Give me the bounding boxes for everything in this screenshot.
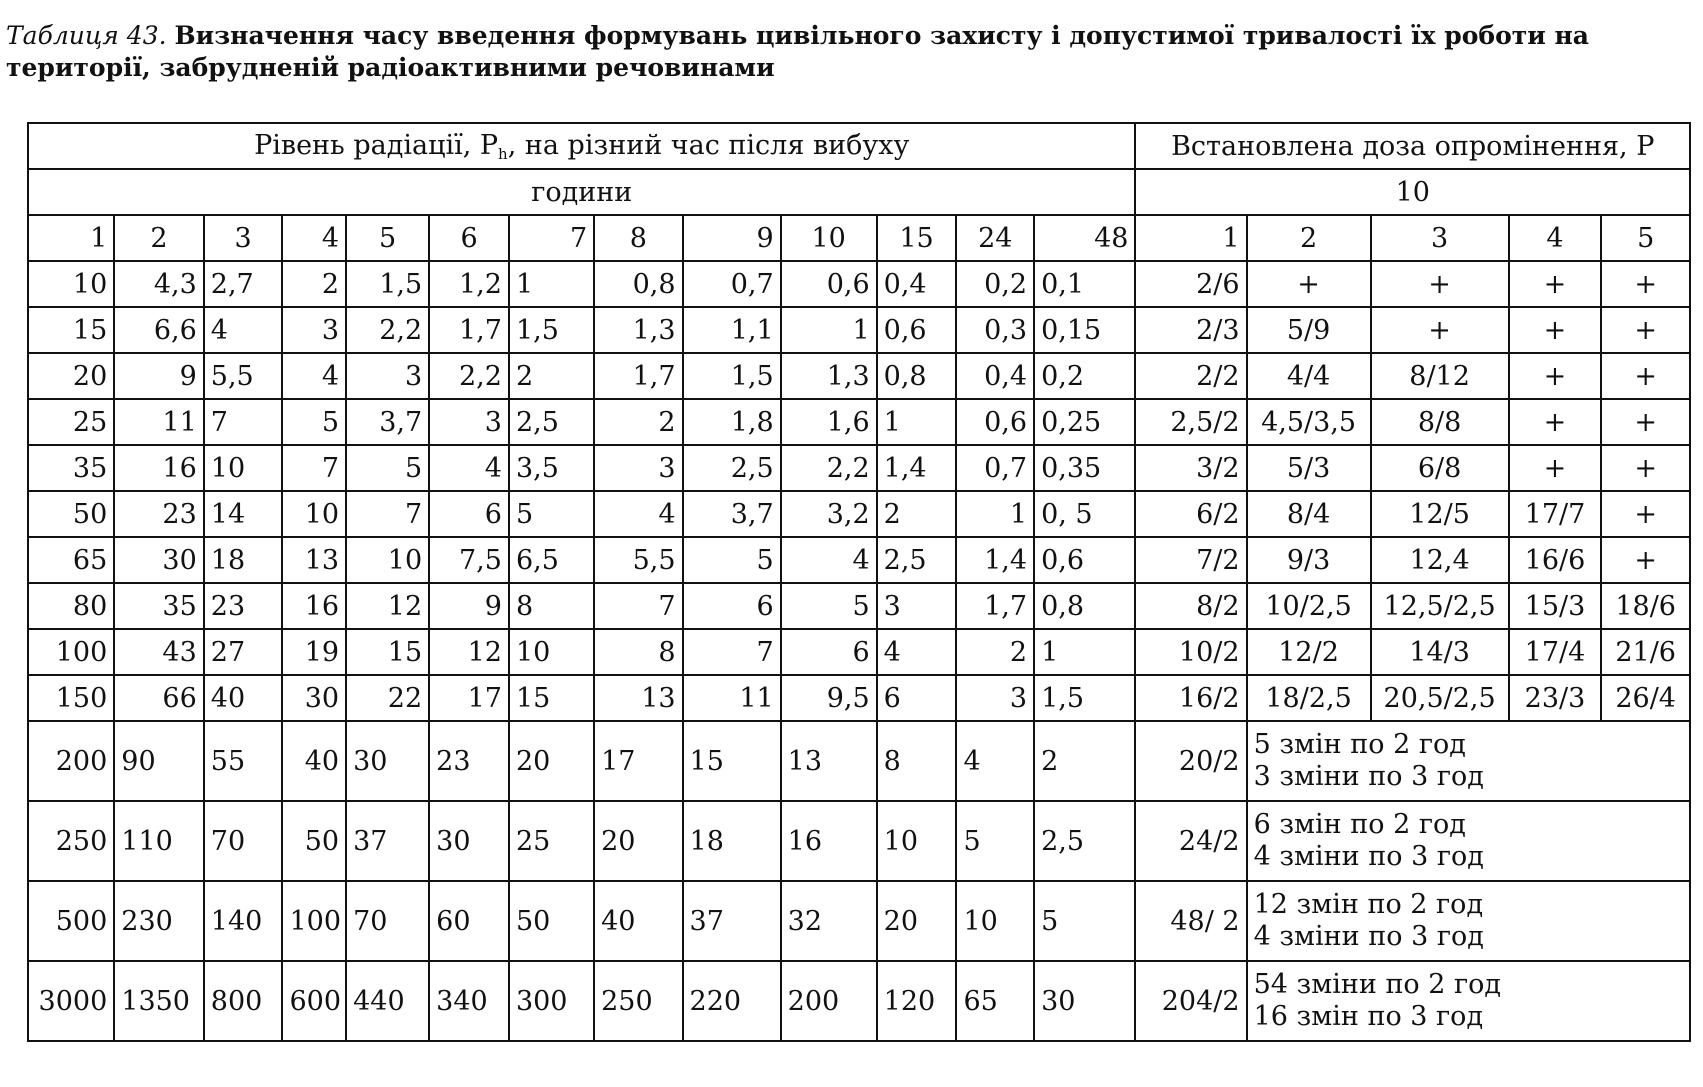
level-cell: 20 — [594, 801, 682, 881]
level-cell: 5 — [956, 801, 1034, 881]
table-row — [28, 353, 1690, 399]
table-row — [28, 961, 1690, 1041]
level-cell: 7,5 — [429, 537, 509, 583]
dose-column-header: 4 — [1509, 215, 1602, 261]
table-row — [28, 629, 1690, 675]
level-cell: 37 — [683, 881, 781, 961]
dose-cell: 12,5/2,5 — [1371, 583, 1509, 629]
shift-note — [1247, 801, 1690, 881]
level-cell: 10 — [877, 801, 957, 881]
header-row-units — [28, 169, 1690, 215]
level-cell: 7 — [282, 445, 346, 491]
level-cell: 2 — [594, 399, 682, 445]
level-cell: 0,8 — [1034, 583, 1135, 629]
level-cell: 4,3 — [114, 261, 204, 307]
level-cell: 22 — [346, 675, 429, 721]
level-cell: 43 — [114, 629, 204, 675]
table-row — [28, 881, 1690, 961]
level-cell: 30 — [1034, 961, 1135, 1041]
level-cell: 16 — [114, 445, 204, 491]
dose-cell: + — [1601, 399, 1690, 445]
level-cell: 35 — [28, 445, 114, 491]
shift-note-line: 12 змін по 2 год — [1253, 889, 1484, 920]
level-cell: 0,25 — [1034, 399, 1135, 445]
level-cell: 0,15 — [1034, 307, 1135, 353]
level-cell: 250 — [594, 961, 682, 1041]
level-cell: 13 — [594, 675, 682, 721]
hour-column-header: 48 — [1034, 215, 1135, 261]
level-cell: 300 — [509, 961, 594, 1041]
level-cell: 25 — [28, 399, 114, 445]
level-cell: 11 — [683, 675, 781, 721]
level-cell: 0,7 — [683, 261, 781, 307]
level-cell: 1 — [877, 399, 957, 445]
level-cell: 0,2 — [1034, 353, 1135, 399]
level-cell: 5,5 — [204, 353, 283, 399]
level-cell: 0,8 — [594, 261, 682, 307]
level-cell: 1350 — [114, 961, 204, 1041]
level-cell: 600 — [282, 961, 346, 1041]
dose-cell: 23/3 — [1509, 675, 1602, 721]
level-cell: 40 — [282, 721, 346, 801]
level-cell: 27 — [204, 629, 283, 675]
level-cell: 15 — [28, 307, 114, 353]
level-cell: 4 — [594, 491, 682, 537]
dose-cell: 20/2 — [1135, 721, 1246, 801]
dose-cell: 10/2,5 — [1247, 583, 1371, 629]
dose-cell: 12,4 — [1371, 537, 1509, 583]
level-cell: 0,6 — [877, 307, 957, 353]
dose-cell: + — [1509, 307, 1602, 353]
level-cell: 1,3 — [781, 353, 877, 399]
level-cell: 340 — [429, 961, 509, 1041]
level-cell: 1,3 — [594, 307, 682, 353]
level-cell: 16 — [781, 801, 877, 881]
level-cell: 4 — [781, 537, 877, 583]
level-cell: 0,6 — [1034, 537, 1135, 583]
table-row — [28, 261, 1690, 307]
shift-note-line: 54 зміни по 2 год — [1253, 969, 1502, 1000]
level-cell: 500 — [28, 881, 114, 961]
dose-cell: 5/9 — [1247, 307, 1371, 353]
table-caption — [6, 20, 1696, 84]
level-cell: 9,5 — [781, 675, 877, 721]
level-cell: 1,6 — [781, 399, 877, 445]
level-cell: 50 — [509, 881, 594, 961]
level-cell: 0,35 — [1034, 445, 1135, 491]
hour-column-header: 8 — [594, 215, 682, 261]
dose-cell: + — [1509, 353, 1602, 399]
dose-cell: 2/2 — [1135, 353, 1246, 399]
dose-cell: 16/2 — [1135, 675, 1246, 721]
level-cell: 20 — [877, 881, 957, 961]
level-cell: 2,7 — [204, 261, 283, 307]
level-cell: 7 — [594, 583, 682, 629]
hour-column-header: 10 — [781, 215, 877, 261]
radiation-level-header: Рівень радіації, $P_h$, на різний час після вибуху — [28, 123, 1135, 169]
level-cell: 37 — [346, 801, 429, 881]
level-cell: 2,5 — [509, 399, 594, 445]
dose-column-header: 1 — [1135, 215, 1246, 261]
dose-cell: 12/2 — [1247, 629, 1371, 675]
level-cell: 4 — [282, 353, 346, 399]
dose-cell: 15/3 — [1509, 583, 1602, 629]
table-row — [28, 721, 1690, 801]
table-row — [28, 537, 1690, 583]
dose-column-header: 5 — [1601, 215, 1690, 261]
dose-cell: 24/2 — [1135, 801, 1246, 881]
hour-column-header: 6 — [429, 215, 509, 261]
caption-number: Таблиця 43. — [6, 21, 167, 50]
level-cell: 100 — [28, 629, 114, 675]
shift-note-line: 3 зміни по 3 год — [1253, 761, 1484, 792]
dose-cell: 204/2 — [1135, 961, 1246, 1041]
dose-cell: 9/3 — [1247, 537, 1371, 583]
level-cell: 0,6 — [956, 399, 1034, 445]
dose-cell: 18/6 — [1601, 583, 1690, 629]
level-cell: 20 — [28, 353, 114, 399]
level-cell: 80 — [28, 583, 114, 629]
level-cell: 2,5 — [877, 537, 957, 583]
level-cell: 11 — [114, 399, 204, 445]
level-cell: 3,7 — [346, 399, 429, 445]
level-cell: 6,6 — [114, 307, 204, 353]
level-cell: 2 — [282, 261, 346, 307]
level-cell: 16 — [282, 583, 346, 629]
level-cell: 18 — [683, 801, 781, 881]
level-cell: 0,6 — [781, 261, 877, 307]
dose-value: 10 — [1135, 169, 1690, 215]
level-cell: 2,2 — [429, 353, 509, 399]
level-cell: 0,4 — [877, 261, 957, 307]
level-cell: 250 — [28, 801, 114, 881]
level-cell: 4 — [956, 721, 1034, 801]
level-cell: 3 — [282, 307, 346, 353]
level-cell: 2,2 — [346, 307, 429, 353]
level-cell: 1 — [509, 261, 594, 307]
level-cell: 30 — [346, 721, 429, 801]
dose-cell: 6/2 — [1135, 491, 1246, 537]
dose-column-header: 3 — [1371, 215, 1509, 261]
dose-cell: 8/12 — [1371, 353, 1509, 399]
level-cell: 15 — [346, 629, 429, 675]
hour-column-header: 5 — [346, 215, 429, 261]
level-cell: 3000 — [28, 961, 114, 1041]
dose-cell: 7/2 — [1135, 537, 1246, 583]
hour-column-header: 15 — [877, 215, 957, 261]
level-cell: 15 — [683, 721, 781, 801]
level-cell: 1,7 — [956, 583, 1034, 629]
dose-header: Встановлена доза опромінення, Р — [1135, 123, 1690, 169]
level-cell: 110 — [114, 801, 204, 881]
level-cell: 14 — [204, 491, 283, 537]
level-cell: 17 — [594, 721, 682, 801]
level-cell: 17 — [429, 675, 509, 721]
level-cell: 20 — [509, 721, 594, 801]
dose-cell: 17/4 — [1509, 629, 1602, 675]
level-cell: 3,5 — [509, 445, 594, 491]
level-cell: 19 — [282, 629, 346, 675]
level-cell: 10 — [509, 629, 594, 675]
level-cell: 0,3 — [956, 307, 1034, 353]
level-cell: 15 — [509, 675, 594, 721]
level-cell: 23 — [429, 721, 509, 801]
level-cell: 65 — [28, 537, 114, 583]
level-cell: 2,5 — [1034, 801, 1135, 881]
hour-column-header: 24 — [956, 215, 1034, 261]
dose-cell: + — [1247, 261, 1371, 307]
level-cell: 23 — [114, 491, 204, 537]
dose-cell: 2,5/2 — [1135, 399, 1246, 445]
dose-cell: 6/8 — [1371, 445, 1509, 491]
level-cell: 220 — [683, 961, 781, 1041]
dose-cell: + — [1371, 261, 1509, 307]
level-cell: 10 — [346, 537, 429, 583]
level-cell: 30 — [114, 537, 204, 583]
level-cell: 90 — [114, 721, 204, 801]
level-cell: 0,2 — [956, 261, 1034, 307]
level-cell: 6 — [683, 583, 781, 629]
dose-cell: + — [1601, 353, 1690, 399]
level-cell: 50 — [28, 491, 114, 537]
level-cell: 30 — [429, 801, 509, 881]
caption-title: Визначення часу введення формувань цивільного захисту і допустимої тривалості їх роботи на території, забрудненій радіоактивними речовинами — [6, 21, 1589, 82]
dose-cell: + — [1371, 307, 1509, 353]
level-cell: 50 — [282, 801, 346, 881]
level-cell: 6 — [429, 491, 509, 537]
dose-cell: 5/3 — [1247, 445, 1371, 491]
level-cell: 70 — [346, 881, 429, 961]
level-cell: 32 — [781, 881, 877, 961]
dose-cell: 16/6 — [1509, 537, 1602, 583]
level-cell: 5 — [509, 491, 594, 537]
dose-cell: + — [1601, 445, 1690, 491]
level-cell: 9 — [114, 353, 204, 399]
level-cell: 13 — [282, 537, 346, 583]
level-cell: 1 — [781, 307, 877, 353]
level-cell: 8 — [877, 721, 957, 801]
dose-cell: + — [1509, 261, 1602, 307]
shift-note-line: 6 змін по 2 год — [1253, 809, 1466, 840]
level-cell: 0,8 — [877, 353, 957, 399]
level-cell: 5 — [781, 583, 877, 629]
level-cell: 2,5 — [683, 445, 781, 491]
level-cell: 150 — [28, 675, 114, 721]
shift-note — [1247, 961, 1690, 1041]
header-row-titles — [28, 123, 1690, 169]
dose-cell: 8/4 — [1247, 491, 1371, 537]
level-cell: 0,4 — [956, 353, 1034, 399]
level-cell: 3 — [877, 583, 957, 629]
dose-cell: + — [1601, 491, 1690, 537]
level-cell: 40 — [204, 675, 283, 721]
level-cell: 40 — [594, 881, 682, 961]
level-cell: 70 — [204, 801, 283, 881]
dose-cell: 8/8 — [1371, 399, 1509, 445]
level-cell: 1,4 — [956, 537, 1034, 583]
level-cell: 7 — [683, 629, 781, 675]
level-cell: 1,7 — [429, 307, 509, 353]
level-cell: 3,2 — [781, 491, 877, 537]
level-cell: 1,7 — [594, 353, 682, 399]
level-cell: 12 — [429, 629, 509, 675]
level-cell: 2 — [1034, 721, 1135, 801]
level-cell: 1 — [956, 491, 1034, 537]
level-cell: 10 — [28, 261, 114, 307]
level-cell: 100 — [282, 881, 346, 961]
level-cell: 1,5 — [346, 261, 429, 307]
hour-column-header: 7 — [509, 215, 594, 261]
dose-cell: 14/3 — [1371, 629, 1509, 675]
level-cell: 1 — [1034, 629, 1135, 675]
level-cell: 9 — [429, 583, 509, 629]
level-cell: 7 — [346, 491, 429, 537]
dose-cell: + — [1601, 307, 1690, 353]
level-cell: 13 — [781, 721, 877, 801]
level-cell: 800 — [204, 961, 283, 1041]
level-cell: 3 — [956, 675, 1034, 721]
dose-cell: 17/7 — [1509, 491, 1602, 537]
level-cell: 35 — [114, 583, 204, 629]
level-cell: 55 — [204, 721, 283, 801]
level-cell: 2 — [509, 353, 594, 399]
dose-cell: 2/3 — [1135, 307, 1246, 353]
hour-column-header: 4 — [282, 215, 346, 261]
level-cell: 5 — [1034, 881, 1135, 961]
dose-cell: 8/2 — [1135, 583, 1246, 629]
dose-cell: + — [1509, 445, 1602, 491]
level-cell: 1,5 — [1034, 675, 1135, 721]
level-cell: 1,2 — [429, 261, 509, 307]
level-cell: 140 — [204, 881, 283, 961]
level-cell: 23 — [204, 583, 283, 629]
shift-note — [1247, 721, 1690, 801]
level-cell: 2 — [956, 629, 1034, 675]
level-cell: 60 — [429, 881, 509, 961]
dose-cell: 26/4 — [1601, 675, 1690, 721]
level-cell: 6 — [877, 675, 957, 721]
header-row-columns — [28, 215, 1690, 261]
level-cell: 1,1 — [683, 307, 781, 353]
dose-cell: 4,5/3,5 — [1247, 399, 1371, 445]
table-row — [28, 445, 1690, 491]
level-cell: 200 — [28, 721, 114, 801]
level-cell: 1,5 — [509, 307, 594, 353]
dose-cell: 21/6 — [1601, 629, 1690, 675]
dose-cell: 20,5/2,5 — [1371, 675, 1509, 721]
level-cell: 6,5 — [509, 537, 594, 583]
level-cell: 120 — [877, 961, 957, 1041]
radiation-table — [27, 122, 1691, 1042]
shift-note-line: 16 змін по 3 год — [1253, 1001, 1484, 1032]
level-cell: 230 — [114, 881, 204, 961]
dose-cell: + — [1601, 261, 1690, 307]
level-cell: 3 — [346, 353, 429, 399]
level-cell: 5 — [346, 445, 429, 491]
level-cell: 66 — [114, 675, 204, 721]
dose-cell: 4/4 — [1247, 353, 1371, 399]
level-cell: 3 — [594, 445, 682, 491]
level-cell: 25 — [509, 801, 594, 881]
level-cell: 200 — [781, 961, 877, 1041]
level-cell: 2 — [877, 491, 957, 537]
level-cell: 12 — [346, 583, 429, 629]
level-cell: 4 — [429, 445, 509, 491]
level-cell: 10 — [282, 491, 346, 537]
level-cell: 2,2 — [781, 445, 877, 491]
hour-column-header: 2 — [114, 215, 204, 261]
level-cell: 5 — [282, 399, 346, 445]
level-cell: 1,5 — [683, 353, 781, 399]
hour-column-header: 1 — [28, 215, 114, 261]
level-cell: 7 — [204, 399, 283, 445]
level-cell: 10 — [204, 445, 283, 491]
level-cell: 440 — [346, 961, 429, 1041]
table-row — [28, 583, 1690, 629]
dose-cell: 2/6 — [1135, 261, 1246, 307]
level-cell: 4 — [877, 629, 957, 675]
level-cell: 8 — [509, 583, 594, 629]
dose-cell: + — [1509, 399, 1602, 445]
dose-cell: 3/2 — [1135, 445, 1246, 491]
level-cell: 8 — [594, 629, 682, 675]
hour-column-header: 9 — [683, 215, 781, 261]
dose-cell: 18/2,5 — [1247, 675, 1371, 721]
dose-cell: 48/ 2 — [1135, 881, 1246, 961]
level-cell: 1,4 — [877, 445, 957, 491]
level-cell: 0,7 — [956, 445, 1034, 491]
level-cell: 4 — [204, 307, 283, 353]
level-cell: 30 — [282, 675, 346, 721]
dose-cell: 10/2 — [1135, 629, 1246, 675]
table-row — [28, 675, 1690, 721]
level-cell: 10 — [956, 881, 1034, 961]
table-row — [28, 491, 1690, 537]
table-row — [28, 307, 1690, 353]
table-row — [28, 801, 1690, 881]
level-cell: 5,5 — [594, 537, 682, 583]
shift-note — [1247, 881, 1690, 961]
level-cell: 0,1 — [1034, 261, 1135, 307]
shift-note-line: 4 зміни по 3 год — [1253, 841, 1484, 872]
table-row — [28, 399, 1690, 445]
level-cell: 1,8 — [683, 399, 781, 445]
level-cell: 18 — [204, 537, 283, 583]
level-cell: 6 — [781, 629, 877, 675]
dose-cell: 12/5 — [1371, 491, 1509, 537]
hours-label: години — [28, 169, 1135, 215]
level-cell: 5 — [683, 537, 781, 583]
level-cell: 65 — [956, 961, 1034, 1041]
shift-note-line: 5 змін по 2 год — [1253, 729, 1466, 760]
shift-note-line: 4 зміни по 3 год — [1253, 921, 1484, 952]
level-cell: 3,7 — [683, 491, 781, 537]
level-cell: 0, 5 — [1034, 491, 1135, 537]
level-cell: 3 — [429, 399, 509, 445]
hour-column-header: 3 — [204, 215, 283, 261]
dose-cell: + — [1601, 537, 1690, 583]
dose-column-header: 2 — [1247, 215, 1371, 261]
